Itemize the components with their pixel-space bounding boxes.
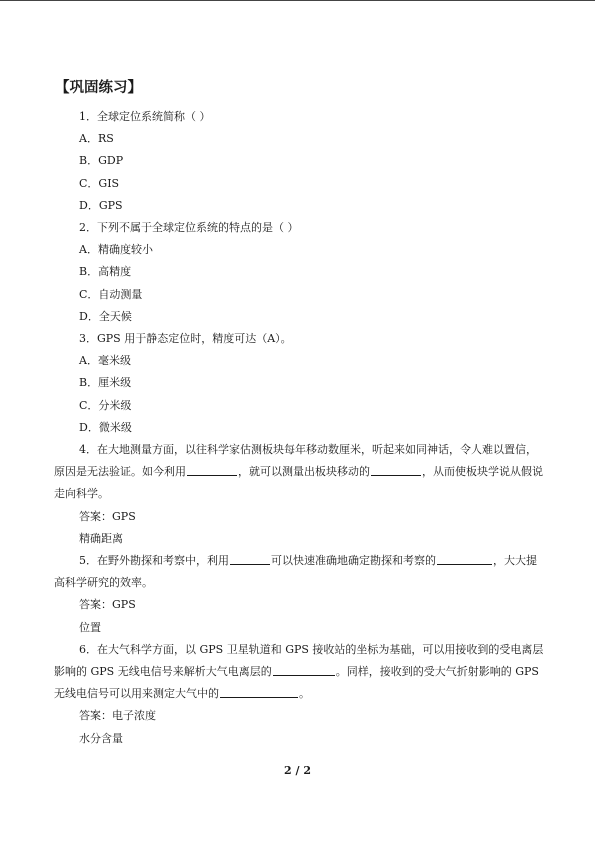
document-body <box>54 78 544 750</box>
question-6-answer-2: 水分含量 <box>79 731 123 745</box>
question-6-answer: 答案：电子浓度 <box>79 709 156 723</box>
question-4-part-1: 4．在大地测量方面，以往科学家估测板块每年移动数厘米，听起来如同神话，令人难以置信，原因是无法验证。如今利用 <box>54 443 537 479</box>
question-6-part-2: 。同样，接收到的受大气折射影响的 GPS 无线电信号可以用来测定大气中的 <box>54 665 539 701</box>
question-4-blank-2 <box>371 462 421 476</box>
question-1-option-b: B．GDP <box>79 154 124 168</box>
question-1-option-a: A．RS <box>79 132 114 146</box>
question-5-part-1: 5．在野外勘探和考察中，利用 <box>79 554 229 568</box>
question-1-option-c: C．GIS <box>79 176 120 190</box>
question-4-text <box>54 439 544 506</box>
question-5-answer: 答案：GPS <box>79 598 136 612</box>
question-4-answer-2: 精确距离 <box>79 531 123 545</box>
question-5-part-2: 可以快速准确地确定勘探和考察的 <box>271 554 436 568</box>
question-6-part-3: 。 <box>299 687 310 701</box>
question-4-answer: 答案：GPS <box>79 509 136 523</box>
question-2-option-d: D．全天候 <box>79 309 132 323</box>
question-5-text <box>54 550 544 594</box>
question-6-blank-2 <box>220 684 298 698</box>
question-5-answer-2: 位置 <box>79 620 101 634</box>
question-3-option-b: B．厘米级 <box>79 376 132 390</box>
question-3-option-d: D．微米级 <box>79 420 132 434</box>
question-6-part-1: 6．在大气科学方面，以 GPS 卫星轨道和 GPS 接收站的坐标为基础，可以用接收到的受电离层影响的 GPS 无线电信号来解析大气电离层的 <box>54 642 544 679</box>
question-4-blank-1 <box>187 462 237 476</box>
question-4-part-2: ，就可以测量出板块移动的 <box>238 465 370 479</box>
question-2-option-c: C．自动测量 <box>79 287 143 301</box>
question-5-part-3: ，大大提高科学研究的效率。 <box>54 554 537 590</box>
page-number: 2 / 2 <box>284 764 311 777</box>
question-5-blank-1 <box>230 551 270 565</box>
question-2-stem: 2．下列不属于全球定位系统的特点的是（ ） <box>79 221 299 235</box>
question-2-option-a: A．精确度较小 <box>79 243 153 257</box>
question-2-option-b: B．高精度 <box>79 265 132 279</box>
question-6-blank-1 <box>273 662 335 676</box>
question-3-option-c: C．分米级 <box>79 398 132 412</box>
question-6-text <box>54 639 544 706</box>
question-5-blank-2 <box>437 551 492 565</box>
top-border-rule <box>0 0 595 1</box>
question-3-stem: 3．GPS 用于静态定位时，精度可达（A）。 <box>79 332 292 346</box>
section-title: 【巩固练习】 <box>55 80 142 96</box>
question-3-option-a: A．毫米级 <box>79 354 131 368</box>
question-1-stem: 1．全球定位系统简称（ ） <box>79 110 211 123</box>
question-4-part-3: ，从而使板块学说从假说走向科学。 <box>54 465 543 501</box>
question-1-option-d: D．GPS <box>79 198 123 212</box>
